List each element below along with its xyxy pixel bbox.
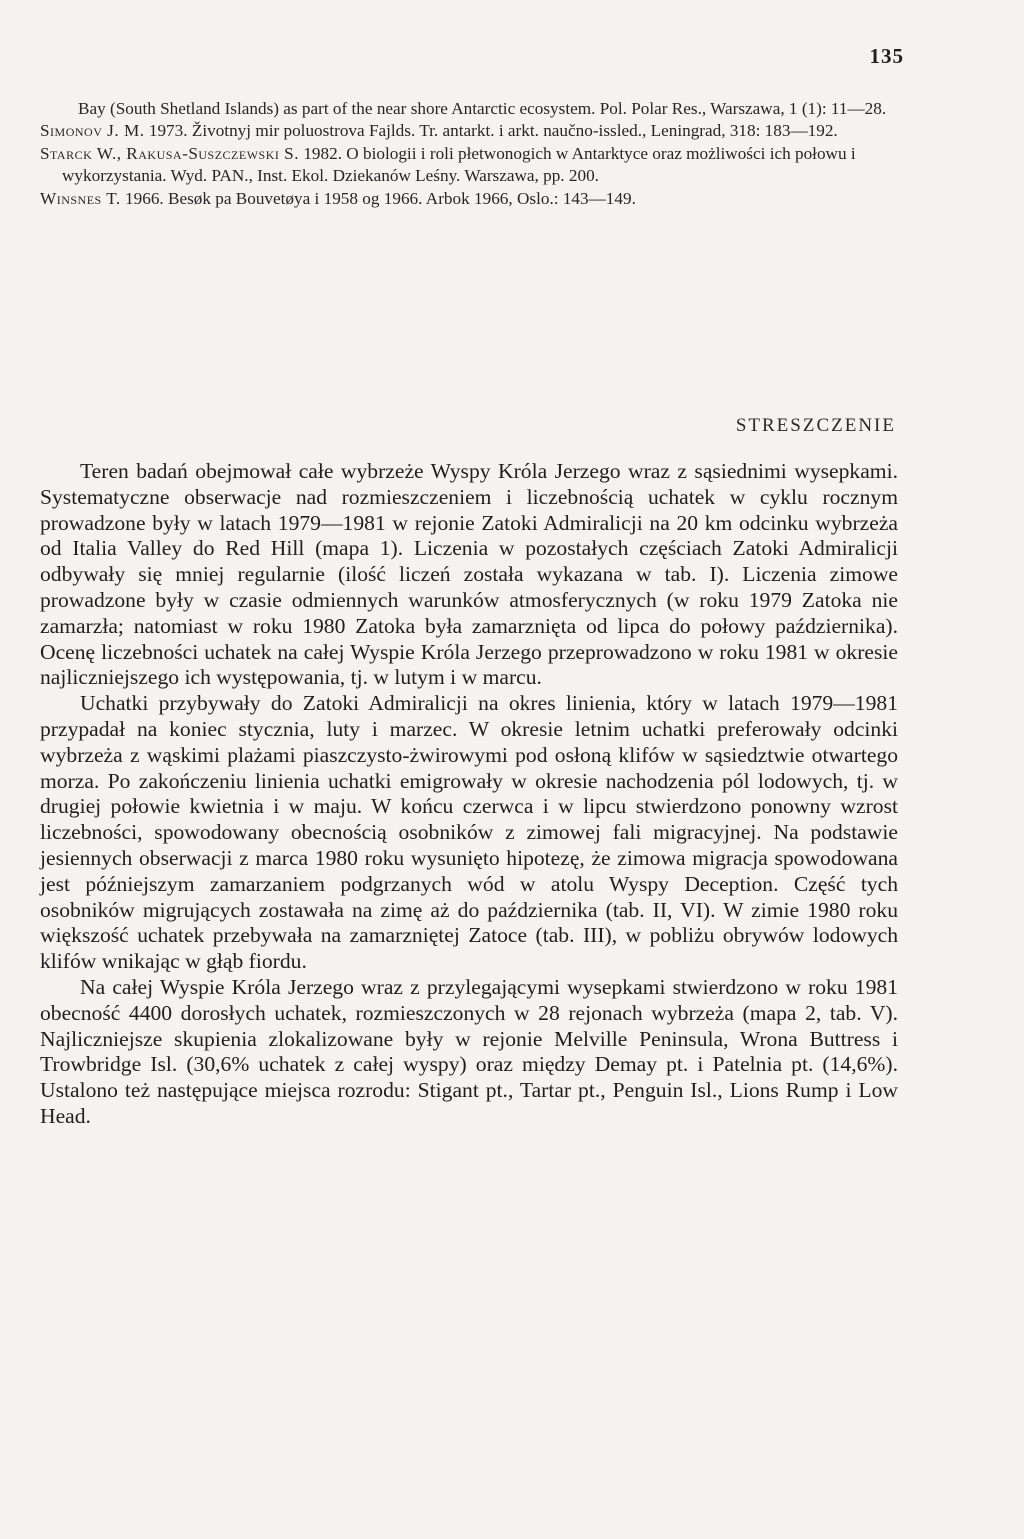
reference-author: Starck W., Rakusa-Suszczewski S. — [40, 143, 300, 163]
reference-text: Bay (South Shetland Islands) as part of the near shore Antarctic ecosystem. Pol. Polar Res., Warszawa, 1 (1): 11—28. — [78, 99, 887, 118]
summary-paragraph: Teren badań obejmował całe wybrzeże Wyspy Króla Jerzego wraz z sąsiednimi wysepkami. Systematyczne obserwacje nad rozmieszczeniem i liczebnością uchatek w cyklu rocznym prowadzone były w latach 1979—1981 w rejonie Zatoki Admiralicji na 20 km odcinku wybrzeża od Italia Valley do Red Hill (mapa 1). Liczenia w pozostałych częściach Zatoki Admiralicji odbywały się mniej regularnie (ilość liczeń została wykazana w tab. I). Liczenia zimowe prowadzone były w czasie odmiennych warunków atmosferycznych (w roku 1979 Zatoka nie zamarzła; natomiast w roku 1980 Zatoka była zamarznięta od lipca do połowy października). Ocenę liczebności uchatek na całej Wyspie Króla Jerzego przeprowadzono w roku 1981 w okresie najliczniejszego ich występowania, tj. w lutym i w marcu. — [40, 459, 898, 690]
reference-entry — [40, 98, 895, 120]
references-list — [40, 98, 895, 210]
summary-paragraph: Uchatki przybywały do Zatoki Admiralicji na okres linienia, który w latach 1979—1981 przypadał na koniec stycznia, luty i marzec. W okresie letnim uchatki preferowały odcinki wybrzeża z wąskimi plażami piaszczysto-żwirowymi pod osłoną klifów w sąsiedztwie otwartego morza. Po zakończeniu linienia uchatki emigrowały w okresie nachodzenia pól lodowych, tj. w drugiej połowie kwietnia i w maju. W końcu czerwca i w lipcu stwierdzono ponowny wzrost liczebności, spowodowany obecnością osobników z zimowej fali migracyjnej. Na podstawie jesiennych obserwacji z marca 1980 roku wysunięto hipotezę, że zimowa migracja spowodowana jest późniejszym zamarzaniem podgrzanych wód w atolu Wyspy Deception. Część tych osobników migrujących zostawała na zimę aż do października (tab. II, VI). W zimie 1980 roku większość uchatek przebywała na zamarzniętej Zatoce (tab. III), w pobliżu obrywów lodowych klifów wnikając w głąb fiordu. — [40, 691, 898, 974]
reference-entry — [40, 120, 895, 142]
reference-entry — [40, 143, 895, 188]
reference-author: Winsnes T. — [40, 188, 121, 208]
reference-author: Simonov J. M. — [40, 121, 145, 141]
page-number: 135 — [869, 44, 904, 68]
summary-paragraph: Na całej Wyspie Króla Jerzego wraz z przylegającymi wysepkami stwierdzono w roku 1981 obecność 4400 dorosłych uchatek, rozmieszczonych w 28 rejonach wybrzeża (mapa 2, tab. V). Najliczniejsze skupienia zlokalizowane były w rejonie Melville Peninsula, Wrona Buttress i Trowbridge Isl. (30,6% uchatek z całej wyspy) oraz między Demay pt. i Patelnia pt. (14,6%). Ustalono też następujące miejsca rozrodu: Stigant pt., Tartar pt., Penguin Isl., Lions Rump i Low Head. — [40, 974, 898, 1128]
section-heading: STRESZCZENIE — [735, 415, 896, 436]
reference-text: 1966. Besøk pa Bouvetøya i 1958 og 1966. Arbok 1966, Oslo.: 143—149. — [120, 188, 636, 208]
summary-body — [40, 459, 898, 1130]
reference-text: 1982. O biologii i roli płetwonogich w Antarktyce oraz możliwości ich połowu i wykorzystania. Wyd. PAN., Inst. Ekol. Dziekanów Leśny. Warszawa, pp. 200. — [62, 143, 856, 186]
reference-text: 1973. Životnyj mir poluostrova Fajlds. Tr. antarkt. i arkt. naučno-issled., Leningrad, 318: 183—192. — [144, 121, 838, 141]
reference-entry — [40, 188, 895, 210]
